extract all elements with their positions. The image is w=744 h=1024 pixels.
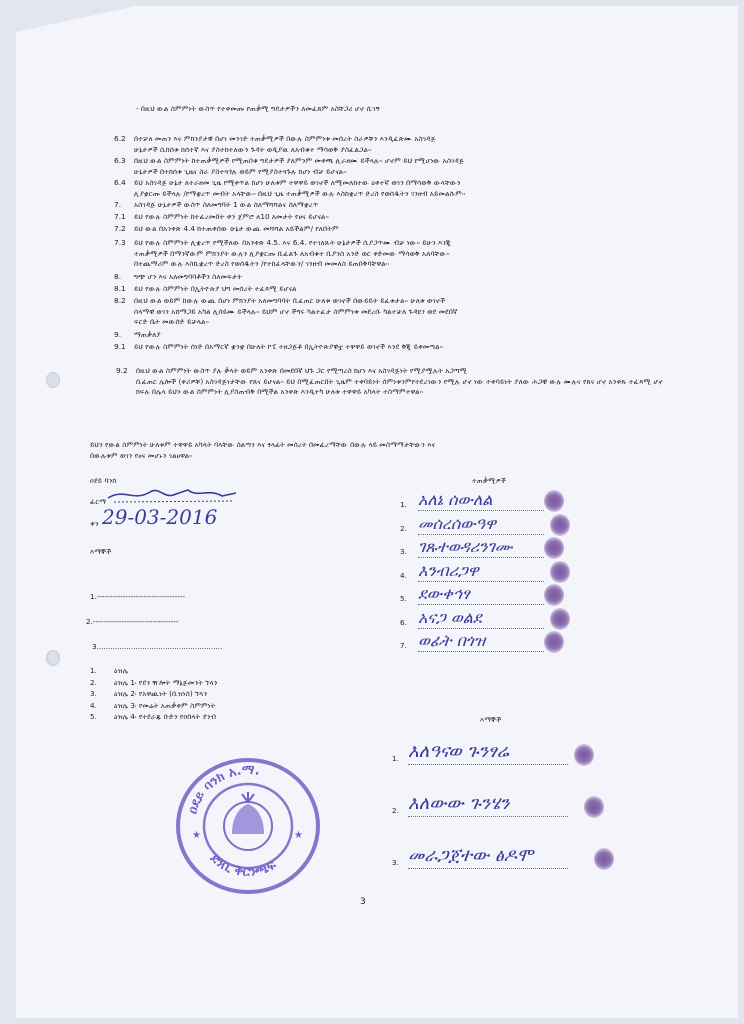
beneficiary-signature: እንብሪጋዋ: [418, 561, 544, 582]
clause-line: ግጭ ሆን እና አለመግባባቶችን ስለመፍታት: [134, 272, 243, 281]
document-page: [16, 6, 738, 1018]
clause-line: ሰላማዊ ወገን አሸማጋይ አካል ሊሰይሙ ይችላሉ፡፡ ይህም ሆኖ ችግሩ ካልተፈታ ስምምነቱ መደረሱ ካልተቻለ ጉዳዩን ወደ መደበኛ: [134, 306, 458, 316]
svg-text:★: ★: [294, 830, 303, 841]
date-label: ቀን: [90, 519, 99, 528]
thumbprint: [544, 631, 564, 653]
beneficiary-signature: አናጋ ወልደ: [418, 608, 544, 629]
beneficiary-number: 6.: [400, 617, 407, 627]
thumbprint: [574, 744, 594, 766]
closing-line-1: ይህን የውል ስምምነት ሁለቱም ተዋዋይ አካላት ባላቸው ስልጣን እና ፃላፊት መሰረት በመፈረማቸው በውሉ ላይ መስማማታቸውን እና: [90, 440, 436, 449]
stamp-bottom-text: ደንቢ ቅርንጫፍ: [206, 851, 279, 880]
thumbprint: [594, 848, 614, 870]
thumbprint: [544, 490, 564, 512]
left-witness-line-3: 3.......................................................: [92, 642, 223, 651]
clause-line: በዚህ ውል ስምምነት ከተጠቃሚዎች የሚጠበቁ ግዴታዎች ያለምንም መቀጫ ሊራዘሙ ይችላሉ፡፡ ሆኖም ይህ የሚሆነው አስገዳጅ: [134, 156, 465, 165]
annex-number: 2.: [90, 677, 97, 687]
clause-line: በዚህ ውል ወይም ከውሉ ውጪ በሆነ ምክንያት አለመግባባት ቢፈጠር ሁለቱ ወገኖች በውይይት ይፈቱታል፡፡ ሁለቱ ወገኖች: [134, 296, 446, 305]
thumbprint: [544, 537, 564, 559]
clause-line: ይህ የውሉ ስምምነት ሊቋረጥ የሚችለው በአንቀጽ 4.5. እና 6.4. የተገለጹት ሁኔታዎች ሲያጋጥሙ ብቻ ነው፡፡ ይሁን እንጂ: [134, 238, 452, 247]
annex-item: ዕዝሌ: [114, 666, 129, 675]
clause-line: ይህ ውል በአንቀጽ 4.4 ከተጠቀሰው ሁኔታ ውጪ መሻሻል አይችልም/ የለበትም: [134, 224, 339, 233]
bank-signature: [104, 484, 244, 506]
clause-line: ማጠቃለያ: [134, 330, 161, 339]
clause-line: በተቻለ መጠን እና ምክንያታዊ በሆነ መንገድ ተጠቃሚዎች በውሉ ስምምነቱ መሰረት ስራዎቹን እንዲፈጽሙ አስገዳጅ: [134, 134, 436, 143]
signature-label: ፊርማ: [90, 497, 107, 506]
witness-signature: እለውው ጉንሄን: [408, 792, 568, 817]
beneficiary-number: 1.: [400, 500, 407, 509]
clause-number: 6.2: [114, 134, 126, 143]
clause-number: 9.: [114, 330, 122, 339]
clause-line: በዚህ ውል ስምምነት ውስጥ ያሉ ቃላት ወይም አንቀጽ በመደበኛ ህጉ ጋር የሚጣረስ ከሆነ እና አስገዳጅነት የሚያሟሉት አጋጣሚ: [136, 366, 468, 375]
beneficiary-number: 5.: [400, 594, 407, 603]
thumbprint: [584, 796, 604, 818]
clause-number: 9.2: [116, 366, 128, 375]
beneficiary-number: 2.: [400, 523, 407, 533]
annex-item: ዕዝሌ 1፡ የደን ዥሎት ማኔጅመንት ኘላን: [114, 677, 218, 687]
punch-hole: [46, 650, 60, 666]
beneficiary-signature: ወፊት በጎዝ: [418, 631, 544, 652]
folded-corner: [16, 6, 136, 32]
clause-line: ፍርድ ቤት መውሰድ ይቻላል፡፡: [134, 317, 209, 327]
beneficiary-signature: አለኔ ሰውለል: [418, 490, 544, 511]
beneficiary-number: 4.: [400, 570, 407, 580]
svg-text:★: ★: [192, 830, 201, 841]
annex-number: 3.: [90, 689, 97, 698]
clause-number: 8.2: [114, 296, 126, 305]
annex-number: 5.: [90, 712, 97, 721]
clause-number: 8.1: [114, 284, 126, 293]
beneficiary-number: 3.: [400, 547, 407, 556]
clause-line: ሊያቋርጡ ይችላሉ /የማቋረጥ መብት አላቸው፡፡ በዚህ ጊዜ ተጠቃሚዎች ውሉ እስከቋረጥ ድረስ የወሰዱትን ገንዘብ አይመልሱም፡፡: [134, 188, 466, 198]
beneficiary-signature: ደውቀኅፃ: [418, 584, 544, 605]
clause-line: ክፍሉ በሌላ ይህን ውል ስምምነት ሊያስጠብቅ በሚችል አንቀጽ እንዲተካ ሁለቱ ተዋዋይ አካላት ተስማምተዋል፡፡: [136, 387, 424, 397]
beneficiary-signature: ገጹተወዳሪንገሙ: [418, 537, 544, 558]
clause-number: 9.1: [114, 342, 126, 351]
thumbprint: [544, 584, 564, 606]
official-stamp: [172, 754, 324, 896]
left-witness-heading: እማኞች: [90, 547, 112, 556]
witness-signature: እለዓናወ ጉንፃሬ: [408, 740, 568, 765]
thumbprint: [550, 561, 570, 583]
witness-number: 1.: [392, 754, 399, 763]
closing-line-2: በውሉቱም ወገን የፀና መሆኑን ገልፀዋል፡፡: [90, 451, 193, 460]
annex-item: ዕዝሌ 3፡ የመሬት አጠቃቀም ስምምነት: [114, 700, 216, 710]
clause-line: በተጨማሪም ውሉ እስኪቋረጥ ድረስ የወሰዱትን /የተከፈላቸውን/ ገንዘብ መመለስ ይጠበቅባቸዋል፡፡: [134, 259, 390, 269]
witness-signature: መራጋጀተው ፅዶሞ: [408, 844, 568, 869]
org-name: ዐደይ ባንክ: [90, 476, 117, 485]
thumbprint: [550, 514, 570, 536]
date-value: 29-03-2016: [102, 505, 218, 529]
clause-line: ይህ አስገዳጅ ሁኔታ ለተራዘመ ጊዜ የሚቀጥል ከሆነ ሁለቱም ተዋዋይ ወገኖች ለሚመለከተው ዕቀተኛ ወገን በማሳወቅ ውላቸውን: [134, 178, 461, 187]
annex-number: 4.: [90, 700, 97, 710]
annex-item: ዕዝሌ 4፡ የተደራጁ ቡድን የዐበላት ደንብ: [114, 712, 217, 721]
left-witness-line-1: 1.----------------------------------: [90, 592, 186, 601]
clause-line: ይህ የውሉ ስምምነት ሰነድ በአማርኛ ቋንቋ በሁለት ኮፒ ተዘጋጅቶ በኢትዮጵያዊቷ ተዋዋይ ወገኖች እንደ ቅጂ ይቀመጣል፡፡: [134, 342, 444, 351]
clause-number: 7.1: [114, 212, 126, 221]
clause-line: ሁኔታዎች በተከሰቱ ጊዜና ስራ ያስተጓጎሉ ወይም የሚያስተጓጉሉ ከሆነ ብቻ ይሆናል፡፡: [134, 166, 347, 176]
left-witness-line-2: 2.---------------------------------: [86, 617, 179, 626]
clause-number: 6.4: [114, 178, 126, 187]
intro-line: - በዚህ ውል ስምምነት ውስጥ የተቀመጡ የጠቃሚ ግዴታዎችን ለመፈጸም አስቸጋሪ ሆኖ ሲገኝ: [136, 104, 380, 113]
witness-number: 3.: [392, 858, 399, 867]
witness-number: 2.: [392, 806, 399, 815]
stamp-top-text: ዐደይ ባንክ አ.ማ.: [185, 762, 262, 816]
beneficiary-signature: መሰረሰውዓዋ: [418, 514, 544, 535]
clause-number: 7.2: [114, 224, 126, 233]
clause-number: 8.: [114, 272, 122, 281]
annex-number: 1.: [90, 666, 97, 675]
clause-line: ይህ የውሉ ስምምነት በኢትዮጵያ ህግ መሰረት ተፈጻሚ ይሆናል: [134, 284, 297, 293]
right-witness-heading: እማኞች: [480, 715, 502, 724]
clause-number: 7.: [114, 200, 122, 209]
clause-number: 6.3: [114, 156, 126, 165]
beneficiaries-heading: ተጠቃሚዎች: [472, 476, 506, 485]
clause-line: ቢፈጠር ሌሎች (ቀሪዎቹ) አስገዳጅነታቸው የጸና ይሆናል፡፡ ይህ በሚፈጠርበት ጊዜም ተቀባይነት ሰምነቱንምየተደረገውን የሚሉ ሆኖ ነው ተቀባይነት ያለው ሕጋዊ ውሉ ሙሉና የጸና ሆኖ አንቀጹ ተፈጻሚ ሆኖ: [136, 376, 663, 386]
annex-item: ዕዝሌ 2፡ የአዋጪነት (ቢዝነስ) ኘላን: [114, 689, 208, 698]
beneficiary-number: 7.: [400, 641, 407, 650]
punch-hole: [46, 372, 60, 388]
clause-line: አስገዳጅ ሁኔታዎች ውስጥ ስለመግባት 1 ውል ስለማሻሻልና ስለማቋረጥ: [134, 200, 319, 209]
clause-line: ሁኔታዎች ሲከሰቱ ከሰተኛ እና ያስተከተለውን ጉዳት ወዲያዉ ለአብቁተ ማሳወቅ ያስፈልጋል፡፡: [134, 144, 372, 154]
page-number: 3: [360, 897, 366, 907]
clause-line: ተጠቃሚዎች በማንኛውም ምክንያት ውሉን ሊያቋርጡ ቢፈልጉ ለአብቁተ ቢያንስ አንድ ወር ቀድመው ማሳወቅ አለባቸው፡፡: [134, 248, 450, 258]
clause-number: 7.3: [114, 238, 126, 247]
thumbprint: [550, 608, 570, 630]
clause-line: ይህ የውሉ ስምምነት ከተፈረመበት ቀን ጀምሮ ለ10 አመታት የፀና ይሆናል፡፡: [134, 212, 329, 221]
